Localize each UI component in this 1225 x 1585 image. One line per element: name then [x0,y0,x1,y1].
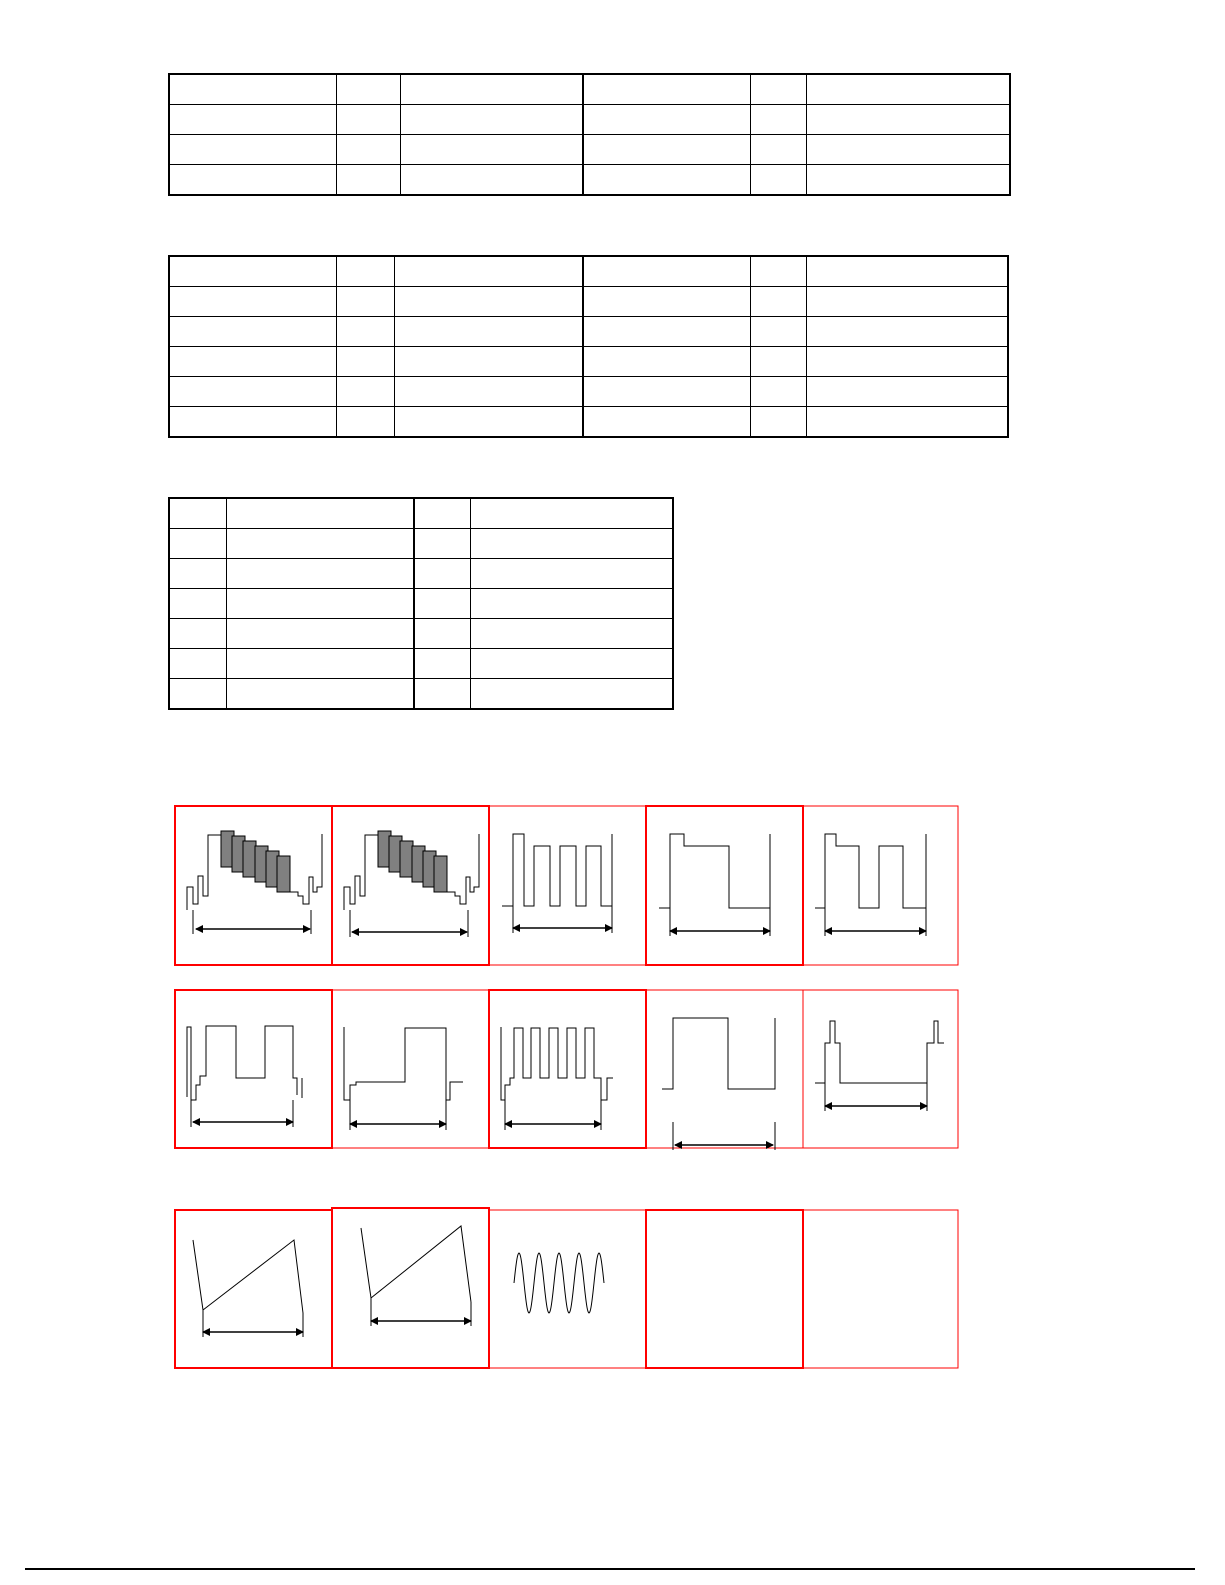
footer-divider [25,1568,1195,1570]
waveform-panel-r2c5 [803,990,958,1148]
waveform-panel-r3c2 [332,1208,489,1368]
waveform-panel-r3c5 [803,1210,958,1368]
waveform-panel-r2c2 [332,990,489,1148]
waveform-panel-r2c3 [489,990,646,1148]
waveform-panel-r1c5 [803,806,958,965]
waveform-panel-r2c4 [646,990,803,1150]
waveform-panel-r1c1 [175,806,332,965]
waveform-panel-r2c1 [175,990,332,1148]
waveform-panel-r3c4 [646,1210,803,1368]
footer-link[interactable] [127,1552,270,1569]
waveform-panel-r3c3 [489,1210,646,1368]
waveform-panel-r1c4 [646,806,803,965]
waveform-panel-r3c1 [175,1210,332,1368]
waveform-panel-r1c2 [332,806,489,965]
waveform-panel-r1c3 [489,806,646,965]
